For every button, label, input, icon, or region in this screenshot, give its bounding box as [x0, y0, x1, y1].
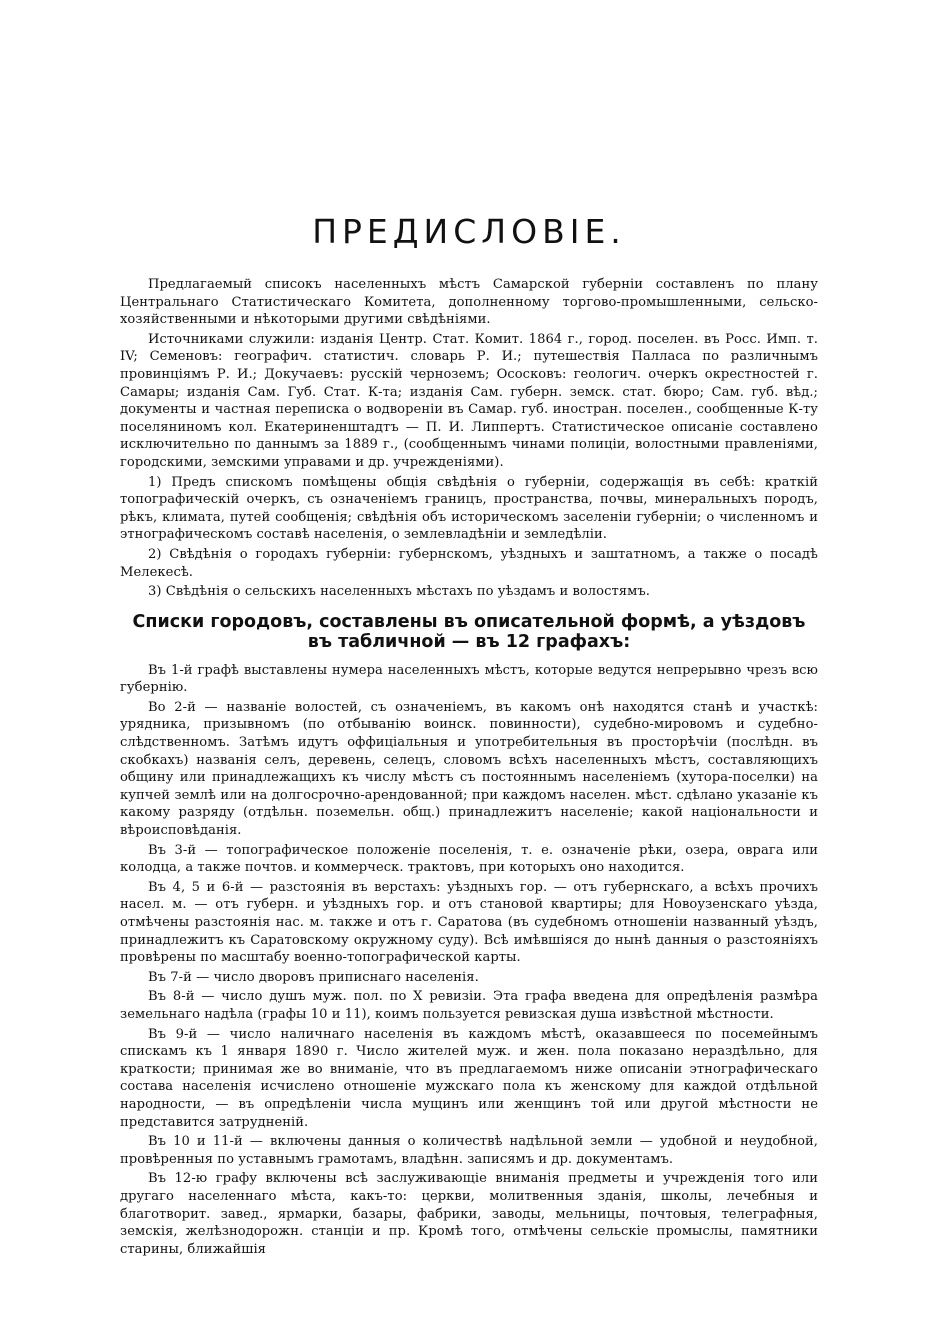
- section-subheading: Списки городовъ, составлены въ описательной формѣ, а уѣздовъ въ табличной — въ 12 графахъ:: [132, 611, 806, 652]
- column-description-10-11: Въ 10 и 11-й — включены данныя о количествѣ надѣльной земли — удобной и неудобной, провѣренныя по уставнымъ грамотамъ, владѣнн. записямъ и др. документамъ.: [120, 1134, 818, 1167]
- column-description-4-6: Въ 4, 5 и 6-й — разстоянія въ верстахъ: уѣздныхъ гор. — отъ губернскаго, а всѣхъ прочихъ насел. м. — отъ губерн. и уѣздныхъ гор. и отъ становой квартиры; для Новоузенскаго уѣзда, отмѣчены разстоянія нас. м. также и отъ г. Саратова (въ судебномъ отношеніи названный уѣздъ, принадлежитъ къ Саратовскому окружному суду). Всѣ имѣвшіяся до нынѣ данныя о разстояніяхъ провѣрены по масштабу военно-топографической карты.: [120, 879, 818, 966]
- column-description-12: Въ 12-ю графу включены всѣ заслуживающіе вниманія предметы и учрежденія того или другаго населеннаго мѣста, какъ-то: церкви, молитвенныя зданія, школы, лечебныя и благотворит. завед., ярмарки, базары, фабрики, заводы, мельницы, почтовыя, телеграфныя, земскія, желѣзнодорожн. станціи и пр. Кромѣ того, отмѣчены сельскіе промыслы, памятники старины, ближайшія: [120, 1171, 818, 1257]
- column-description-8: Въ 8-й — число душъ муж. пол. по X ревизіи. Эта графа введена для опредѣленія размѣра земельнаго надѣла (графы 10 и 11), коимъ пользуется ревизская душа извѣстной мѣстности.: [120, 989, 818, 1022]
- intro-section: [120, 276, 818, 601]
- contents-item-1: 1) Предъ спискомъ помѣщены общія свѣдѣнія о губерніи, содержащія въ себѣ: краткій топографическій очеркъ, съ означеніемъ границъ, пространства, почвы, минеральныхъ породъ, рѣкъ, климата, путей сообщенія; свѣдѣнія объ историческомъ заселеніи губерніи; о численномъ и этнографическомъ составѣ населенія, о землевладѣніи и земледѣліи.: [120, 474, 818, 543]
- contents-item-2: 2) Свѣдѣнія о городахъ губерніи: губернскомъ, уѣздныхъ и заштатномъ, а также о посадѣ Мелекесѣ.: [120, 546, 818, 580]
- column-description-3: Въ 3-й — топографическое положеніе поселенія, т. е. означеніе рѣки, озера, оврага или колодца, а также почтов. и коммерческ. трактовъ, при которыхъ оно находится.: [120, 842, 818, 876]
- column-description-7: Въ 7-й — число дворовъ приписнаго населенія.: [148, 969, 479, 985]
- intro-paragraph: Предлагаемый списокъ населенныхъ мѣстъ Самарской губерніи составленъ по плану Центральнаго Статистическаго Комитета, дополненному торгово-промышленными, сельско-хозяйственными и нѣкоторыми другими свѣдѣніями.: [120, 277, 818, 328]
- page-title: ПРЕДИСЛОВІЕ.: [312, 212, 626, 251]
- contents-item-3: 3) Свѣдѣнія о сельскихъ населенныхъ мѣстахъ по уѣздамъ и волостямъ.: [148, 584, 650, 600]
- column-description-1: Въ 1-й графѣ выставлены нумера населенныхъ мѣстъ, которые ведутся непрерывно чрезъ всю губернію.: [120, 662, 818, 696]
- columns-section: [120, 662, 818, 1259]
- sources-paragraph: Источниками служили: изданія Центр. Стат. Комит. 1864 г., город. поселен. въ Росс. Имп. т. IV; Семеновъ: географич. статистич. словарь Р. И.; путешествія Палласа по различнымъ провинціямъ Р. И.; Докучаевъ: русскій черноземъ; Ососковъ: геологич. очеркъ окрестностей г. Самары; изданія Сам. Губ. Стат. К-та; изданія Сам. губерн. земск. стат. бюро; Сам. губ. вѣд.; документы и частная переписка о водвореніи въ Самар. губ. иностран. поселен., сообщенные К-ту поселяниномъ кол. Екатериненштадтъ — П. И. Липпертъ. Статистическое описаніе составлено исключительно по даннымъ за 1889 г., (сообщеннымъ чинами полиціи, волостными правленіями, городскими, земскими управами и др. учрежденіями).: [120, 331, 818, 470]
- column-description-9: Въ 9-й — число наличнаго населенія въ каждомъ мѣстѣ, оказавшееся по посемейнымъ спискамъ къ 1 января 1890 г. Число жителей муж. и жен. пола показано нераздѣльно, для краткости; принимая же во вниманіе, что въ предлагаемомъ ниже описаніи этнографическаго состава населенія исчислено отношеніе мужскаго пола къ женскому для каждой отдѣльной народности, — въ опредѣленіи числа мущинъ или женщинъ той или другой мѣстности не представится затрудненій.: [120, 1026, 818, 1130]
- column-description-2: Во 2-й — названіе волостей, съ означеніемъ, въ какомъ онѣ находятся станѣ и участкѣ: урядника, призывномъ (по отбыванію воинск. повинности), судебно-мировомъ и судебно-слѣдственномъ. Затѣмъ идутъ оффиціальныя и употребительныя въ просторѣчіи (послѣдн. въ скобкахъ) названія селъ, деревень, селецъ, словомъ всѣхъ населенныхъ мѣстъ, составляющихъ общину или принадлежащихъ къ числу мѣстъ съ постояннымъ населеніемъ (хутора-поселки) на купчей землѣ или на долгосрочно-арендованной; при каждомъ населен. мѣст. сдѣлано указаніе къ какому разряду (отдѣльн. поземельн. общ.) принадлежитъ населеніе; какой національности и вѣроисповѣданія.: [120, 699, 818, 839]
